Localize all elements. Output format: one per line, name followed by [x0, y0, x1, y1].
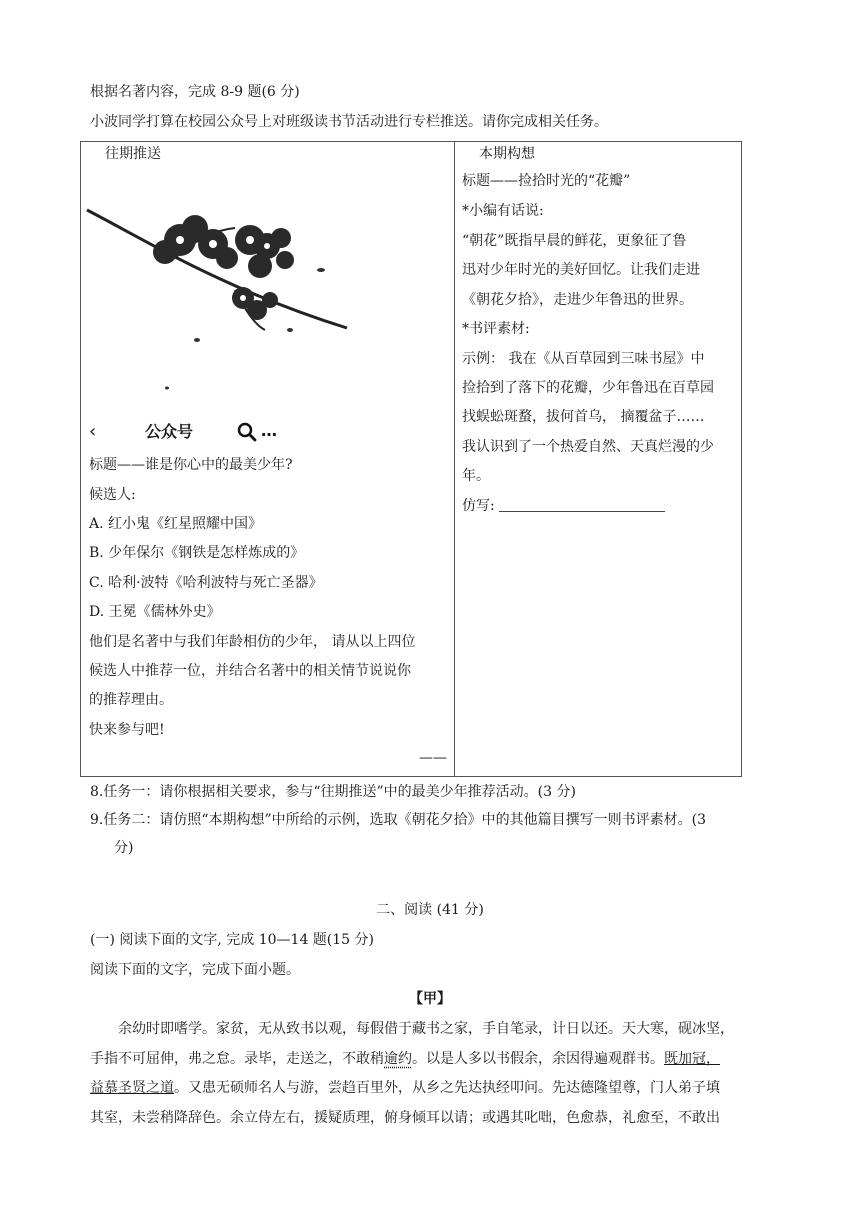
- passage-line-3-b: 。又患无硕师名人与游，尝趋百里外，从乡之先达执经叩问。先达德隆望尊，门人弟子填: [174, 1080, 720, 1096]
- intro-line-2: 小波同学打算在校园公众号上对班级读书节活动进行专栏推送。请你完成相关任务。: [90, 114, 608, 130]
- right-title: 标题——捡拾时光的“花瓣”: [462, 173, 631, 189]
- task-9-line-1: 9.任务二：请仿照“本期构想”中所给的示例，选取《朝花夕拾》中的其他篇目撰写一则书评素材。(3: [90, 812, 707, 828]
- material-label: *书评素材:: [462, 321, 530, 337]
- example-line-3: 找蜈蚣斑蝥，拔何首乌， 摘覆盆子……: [462, 409, 705, 425]
- push-table: [80, 141, 742, 777]
- table-divider: [454, 142, 455, 776]
- candidates-label: 候选人:: [89, 487, 136, 503]
- imitate-label: 仿写:: [462, 498, 500, 514]
- candidate-b: B. 少年保尔《钢铁是怎样炼成的》: [89, 545, 305, 561]
- reading-sub-2: 阅读下面的文字，完成下面小题。: [90, 962, 300, 978]
- underlined-phrase-2: 益慕圣贤之道: [90, 1080, 174, 1096]
- example-line-1: 示例： 我在《从百草园到三味书屋》中: [462, 351, 705, 367]
- reading-section-title: 二、阅读 (41 分): [376, 902, 484, 918]
- plum-blossom-branch-image: [85, 200, 355, 400]
- task-8: 8.任务一：请你根据相关要求，参与“往期推送”中的最美少年推荐活动。(3 分): [90, 784, 576, 800]
- passage-line-2-b: 。以是人多以书假余，余因得遍观群书。: [412, 1051, 664, 1067]
- account-title: 公众号: [145, 422, 194, 441]
- candidate-c: C. 哈利·波特《哈利波特与死亡圣器》: [89, 575, 323, 591]
- search-icon[interactable]: [237, 422, 257, 442]
- left-cell-header: 往期推送: [105, 146, 161, 162]
- passage-line-1: 余幼时即嗜学。家贫，无从致书以观，每假借于藏书之家，手自笔录，计日以还。天大寒，砚冰坚，: [118, 1021, 734, 1037]
- underlined-phrase-1: 既加冠，: [664, 1051, 720, 1067]
- left-body-line-1: 他们是名著中与我们年龄相仿的少年， 请从以上四位: [89, 634, 416, 650]
- task-9-line-2: 分): [114, 840, 134, 856]
- left-body-line-3: 的推荐理由。: [89, 692, 173, 708]
- example-line-4: 我认识到了一个热爱自然、天真烂漫的少: [462, 439, 714, 455]
- left-title: 标题——谁是你心中的最美少年?: [89, 457, 293, 473]
- jia-label: 【甲】: [409, 991, 451, 1007]
- candidate-a: A. 红小鬼《红星照耀中国》: [89, 516, 263, 532]
- reading-sub-1: (一) 阅读下面的文字, 完成 10—14 题(15 分): [90, 932, 374, 948]
- intro-line-1: 根据名著内容，完成 8-9 题(6 分): [90, 84, 300, 100]
- editor-line-3: 《朝花夕拾》，走进少年鲁迅的世界。: [462, 292, 693, 308]
- example-line-2: 捡拾到了落下的花瓣，少年鲁迅在百草园: [462, 380, 714, 396]
- wechat-account-bar: [89, 420, 439, 444]
- editor-label: *小编有话说:: [462, 203, 544, 219]
- editor-line-1: “朝花”既指早晨的鲜花，更象征了鲁: [462, 233, 687, 249]
- passage-line-4: 其室，未尝稍降辞色。余立侍左右，援疑质理，俯身倾耳以请；或遇其叱咄，色愈恭，礼愈至，不敢出: [90, 1110, 720, 1126]
- left-dash: ——: [419, 750, 447, 766]
- right-cell-header: 本期构想: [479, 146, 535, 162]
- imitate-answer-blank[interactable]: [499, 497, 665, 512]
- imitate-row: [462, 496, 665, 516]
- passage-line-3: [90, 1078, 720, 1098]
- left-cta: 快来参与吧!: [89, 722, 165, 738]
- example-line-5: 年。: [462, 468, 490, 484]
- candidate-d: D. 王冕《儒林外史》: [89, 604, 221, 620]
- passage-line-2-a: 手指不可屈伸，弗之怠。录毕，走送之，不敢稍: [90, 1051, 384, 1067]
- passage-line-2: [90, 1049, 720, 1069]
- more-icon[interactable]: …: [261, 421, 277, 440]
- back-arrow-icon[interactable]: ‹: [89, 421, 97, 442]
- left-body-line-2: 候选人中推荐一位，并结合名著中的相关情节说说你: [89, 663, 411, 679]
- editor-line-2: 迅对少年时光的美好回忆。让我们走进: [462, 262, 700, 278]
- dotted-word: 逾约: [384, 1051, 412, 1067]
